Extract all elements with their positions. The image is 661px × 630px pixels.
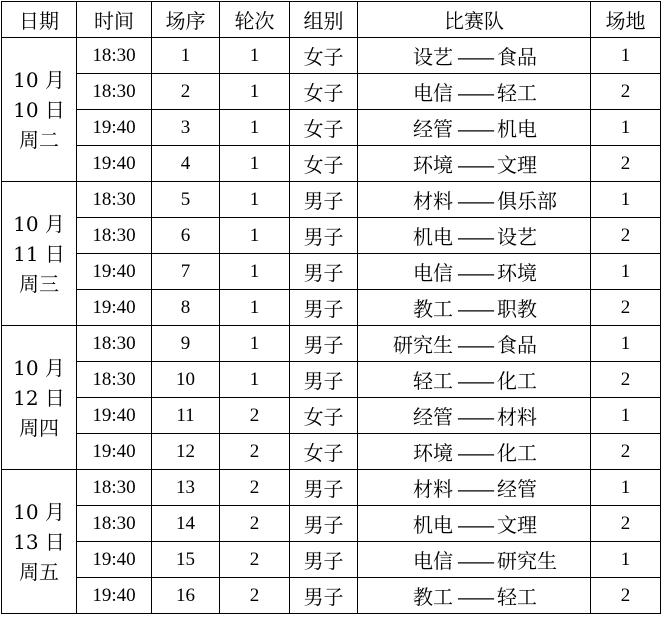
team-b: 经管: [497, 477, 537, 501]
match-court: 1: [591, 182, 661, 218]
team-a: 电信: [413, 81, 453, 105]
date-cell: [2, 326, 77, 470]
match-time: 18:30: [77, 470, 152, 506]
table-row: [2, 362, 661, 398]
date-line: 13 日: [13, 529, 65, 554]
date-line: 周三: [19, 271, 59, 296]
team-b: 文理: [497, 153, 537, 177]
team-a: 教工: [413, 585, 453, 609]
match-time: 18:30: [77, 326, 152, 362]
match-group: 女子: [290, 74, 358, 110]
team-separator: ——: [457, 81, 493, 105]
match-number: 10: [152, 362, 220, 398]
match-number: 15: [152, 542, 220, 578]
table-row: [2, 146, 661, 182]
team-a: 电信: [413, 261, 453, 285]
team-b: 文理: [497, 513, 537, 537]
date-line: 周二: [19, 127, 59, 152]
team-a: 研究生: [393, 333, 453, 357]
header-time: 时间: [77, 2, 152, 38]
team-b: 食品: [497, 333, 537, 357]
team-a: 环境: [413, 441, 453, 465]
team-b: 轻工: [497, 81, 537, 105]
match-teams: [358, 578, 591, 614]
team-a: 材料: [413, 189, 453, 213]
team-b: 职教: [497, 297, 537, 321]
match-number: 12: [152, 434, 220, 470]
match-teams: [358, 38, 591, 74]
team-separator: ——: [457, 261, 493, 285]
team-b: 化工: [497, 369, 537, 393]
table-row: [2, 542, 661, 578]
match-number: 13: [152, 470, 220, 506]
team-b: 轻工: [497, 585, 537, 609]
match-teams: [358, 290, 591, 326]
match-round: 1: [220, 38, 290, 74]
match-teams: [358, 182, 591, 218]
date-line: 10 月: [13, 499, 65, 524]
match-number: 3: [152, 110, 220, 146]
match-court: 2: [591, 578, 661, 614]
header-teams: 比赛队: [358, 2, 591, 38]
table-row: [2, 398, 661, 434]
match-time: 18:30: [77, 38, 152, 74]
header-row: [2, 2, 661, 38]
table-row: [2, 182, 661, 218]
match-number: 14: [152, 506, 220, 542]
team-a: 设艺: [413, 45, 453, 69]
match-teams: [358, 362, 591, 398]
match-number: 2: [152, 74, 220, 110]
team-b: 材料: [497, 405, 537, 429]
match-time: 19:40: [77, 254, 152, 290]
match-group: 女子: [290, 398, 358, 434]
match-teams: [358, 254, 591, 290]
match-round: 2: [220, 434, 290, 470]
match-round: 2: [220, 578, 290, 614]
team-separator: ——: [457, 369, 493, 393]
team-separator: ——: [457, 297, 493, 321]
match-round: 1: [220, 362, 290, 398]
match-teams: [358, 434, 591, 470]
match-round: 1: [220, 110, 290, 146]
team-a: 教工: [413, 297, 453, 321]
team-separator: ——: [457, 153, 493, 177]
date-line: 周四: [19, 415, 59, 440]
match-court: 2: [591, 506, 661, 542]
date-line: 10 月: [13, 355, 65, 380]
match-teams: [358, 470, 591, 506]
match-time: 19:40: [77, 398, 152, 434]
date-line: 周五: [19, 559, 59, 584]
match-time: 18:30: [77, 182, 152, 218]
match-round: 2: [220, 470, 290, 506]
table-row: [2, 326, 661, 362]
match-time: 19:40: [77, 290, 152, 326]
date-cell: [2, 470, 77, 614]
team-separator: ——: [457, 513, 493, 537]
match-round: 2: [220, 506, 290, 542]
date-line: 10 日: [13, 97, 65, 122]
match-court: 1: [591, 326, 661, 362]
header-court: 场地: [591, 2, 661, 38]
match-teams: [358, 506, 591, 542]
date-cell: [2, 38, 77, 182]
match-group: 男子: [290, 542, 358, 578]
match-number: 1: [152, 38, 220, 74]
match-group: 男子: [290, 326, 358, 362]
match-number: 5: [152, 182, 220, 218]
team-a: 电信: [413, 549, 453, 573]
table-row: [2, 218, 661, 254]
team-a: 材料: [413, 477, 453, 501]
match-court: 2: [591, 290, 661, 326]
team-a: 轻工: [413, 369, 453, 393]
match-group: 男子: [290, 362, 358, 398]
match-group: 男子: [290, 182, 358, 218]
match-group: 女子: [290, 434, 358, 470]
match-time: 18:30: [77, 506, 152, 542]
match-number: 11: [152, 398, 220, 434]
table-row: [2, 74, 661, 110]
table-row: [2, 578, 661, 614]
match-court: 1: [591, 110, 661, 146]
team-a: 机电: [413, 513, 453, 537]
team-b: 食品: [497, 45, 537, 69]
team-separator: ——: [457, 225, 493, 249]
team-b: 研究生: [497, 549, 557, 573]
team-separator: ——: [457, 333, 493, 357]
header-match-number: 场序: [152, 2, 220, 38]
match-group: 男子: [290, 578, 358, 614]
table-row: [2, 506, 661, 542]
team-b: 俱乐部: [497, 189, 557, 213]
team-a: 经管: [413, 405, 453, 429]
table-row: [2, 434, 661, 470]
table-row: [2, 254, 661, 290]
match-teams: [358, 398, 591, 434]
match-court: 2: [591, 362, 661, 398]
match-round: 1: [220, 326, 290, 362]
match-number: 8: [152, 290, 220, 326]
team-a: 环境: [413, 153, 453, 177]
date-line: 11 日: [13, 241, 65, 266]
match-court: 2: [591, 146, 661, 182]
match-round: 2: [220, 398, 290, 434]
match-round: 1: [220, 182, 290, 218]
team-b: 环境: [497, 261, 537, 285]
match-time: 19:40: [77, 146, 152, 182]
match-time: 18:30: [77, 362, 152, 398]
match-round: 1: [220, 218, 290, 254]
match-number: 9: [152, 326, 220, 362]
match-group: 女子: [290, 110, 358, 146]
match-court: 1: [591, 254, 661, 290]
team-a: 机电: [413, 225, 453, 249]
match-round: 1: [220, 74, 290, 110]
team-separator: ——: [457, 45, 493, 69]
table-row: [2, 290, 661, 326]
header-date: 日期: [2, 2, 77, 38]
match-time: 19:40: [77, 542, 152, 578]
team-separator: ——: [457, 477, 493, 501]
match-group: 男子: [290, 470, 358, 506]
match-court: 1: [591, 398, 661, 434]
date-line: 10 月: [13, 67, 65, 92]
match-time: 19:40: [77, 578, 152, 614]
match-teams: [358, 146, 591, 182]
match-court: 2: [591, 218, 661, 254]
match-round: 1: [220, 254, 290, 290]
match-schedule-table: [1, 1, 661, 614]
table-row: [2, 38, 661, 74]
match-teams: [358, 74, 591, 110]
match-group: 女子: [290, 146, 358, 182]
team-separator: ——: [457, 441, 493, 465]
date-line: 12 日: [13, 385, 65, 410]
team-b: 机电: [497, 117, 537, 141]
match-teams: [358, 218, 591, 254]
team-b: 设艺: [497, 225, 537, 249]
match-court: 1: [591, 38, 661, 74]
match-time: 18:30: [77, 218, 152, 254]
schedule-body: [2, 38, 661, 614]
match-time: 19:40: [77, 110, 152, 146]
date-cell: [2, 182, 77, 326]
match-teams: [358, 326, 591, 362]
match-round: 2: [220, 542, 290, 578]
team-separator: ——: [457, 117, 493, 141]
match-teams: [358, 542, 591, 578]
match-group: 男子: [290, 506, 358, 542]
match-court: 2: [591, 74, 661, 110]
team-separator: ——: [457, 585, 493, 609]
match-group: 男子: [290, 290, 358, 326]
team-b: 化工: [497, 441, 537, 465]
match-round: 1: [220, 290, 290, 326]
table-row: [2, 470, 661, 506]
team-separator: ——: [457, 189, 493, 213]
table-row: [2, 110, 661, 146]
team-separator: ——: [457, 405, 493, 429]
match-court: 1: [591, 542, 661, 578]
match-time: 18:30: [77, 74, 152, 110]
team-separator: ——: [457, 549, 493, 573]
match-group: 女子: [290, 38, 358, 74]
match-number: 4: [152, 146, 220, 182]
match-number: 16: [152, 578, 220, 614]
date-line: 10 月: [13, 211, 65, 236]
match-number: 6: [152, 218, 220, 254]
match-court: 1: [591, 470, 661, 506]
match-group: 男子: [290, 218, 358, 254]
match-court: 2: [591, 434, 661, 470]
header-round: 轮次: [220, 2, 290, 38]
match-round: 1: [220, 146, 290, 182]
match-number: 7: [152, 254, 220, 290]
match-teams: [358, 110, 591, 146]
match-group: 男子: [290, 254, 358, 290]
team-a: 经管: [413, 117, 453, 141]
match-time: 19:40: [77, 434, 152, 470]
header-group: 组别: [290, 2, 358, 38]
